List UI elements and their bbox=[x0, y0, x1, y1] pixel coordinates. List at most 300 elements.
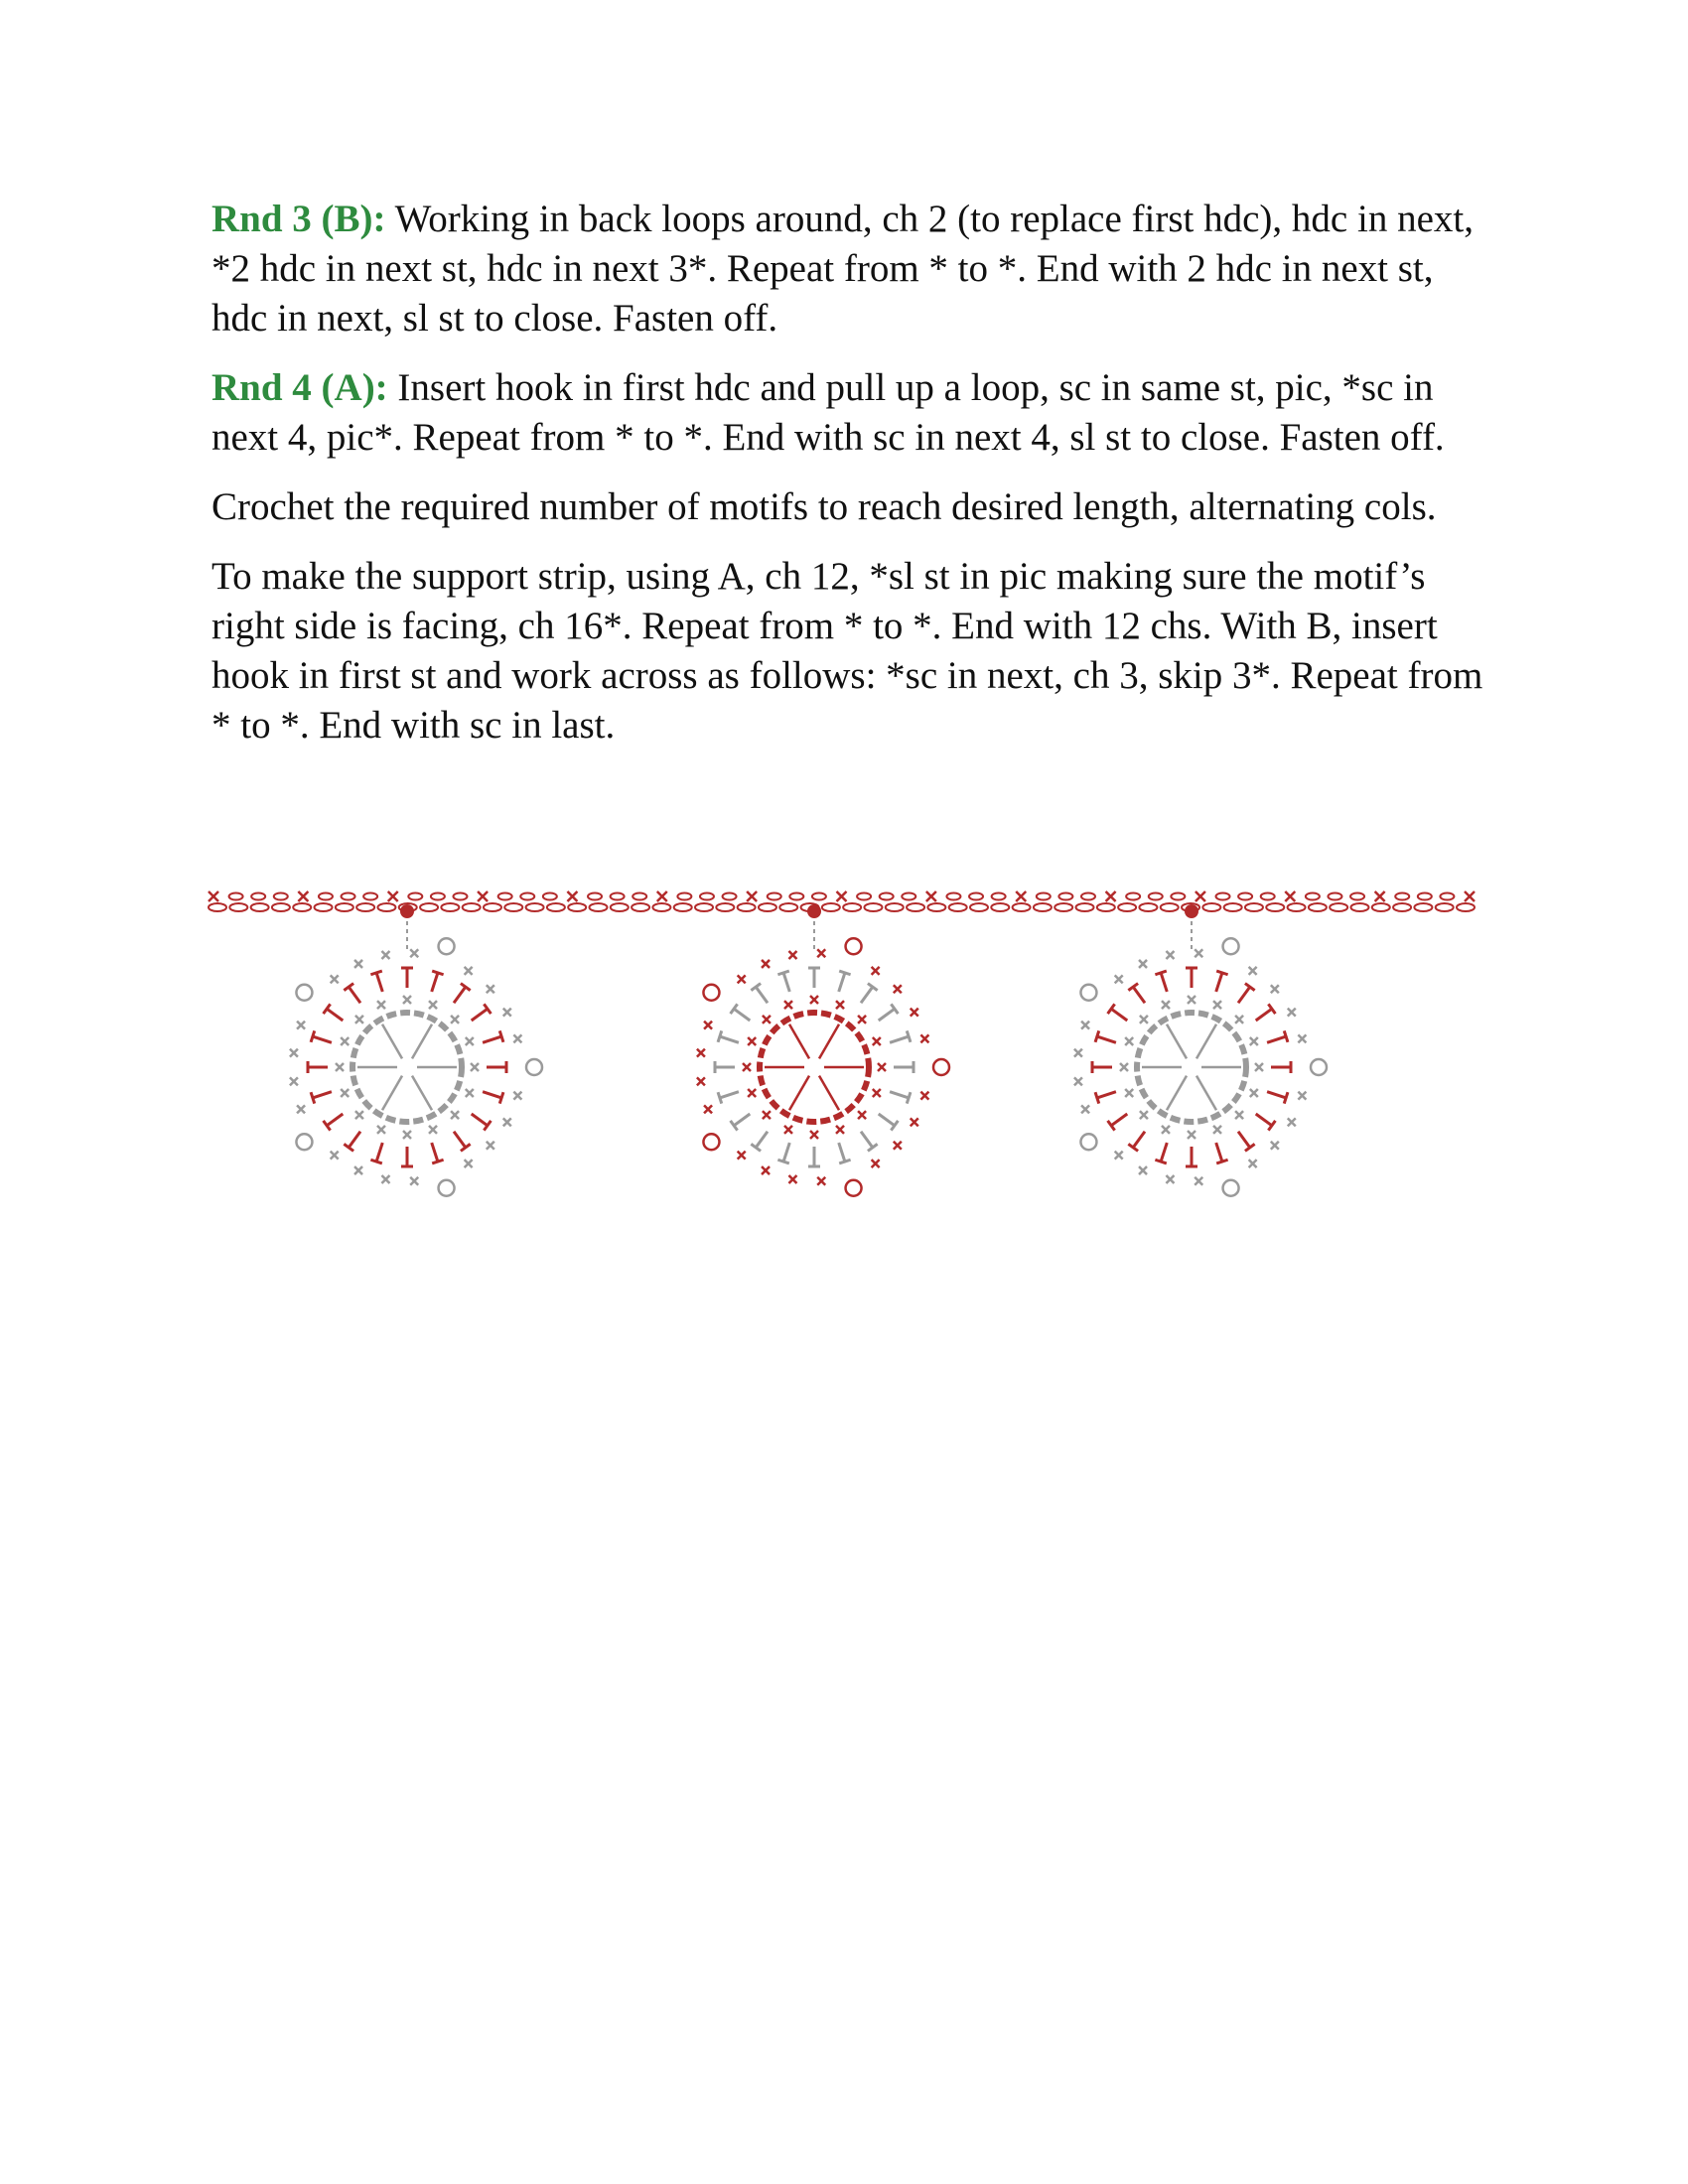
motif-sc-mark bbox=[743, 1063, 751, 1071]
strip-chain-stitch bbox=[1418, 893, 1432, 900]
strip-chain-stitch bbox=[272, 903, 290, 911]
motif-sc-mark bbox=[1125, 1089, 1133, 1097]
strip-chain-stitch bbox=[1149, 893, 1163, 900]
motif-edge-sc bbox=[1249, 967, 1257, 975]
paragraph-support-strip bbox=[211, 552, 1492, 751]
motif-sc-mark bbox=[403, 1131, 411, 1139]
strip-sc-mark bbox=[478, 891, 488, 901]
strip-chain-stitch bbox=[927, 903, 945, 911]
motif-hdc-mark bbox=[720, 1036, 739, 1042]
motif-edge-sc bbox=[1271, 1142, 1279, 1150]
motif-spoke bbox=[1167, 1076, 1187, 1111]
strip-chain-stitch bbox=[723, 893, 737, 900]
motif-hdc-mark bbox=[1256, 1009, 1272, 1021]
motif-picot bbox=[703, 985, 719, 1001]
motif-sc-mark bbox=[466, 1089, 474, 1097]
strip-chain-stitch bbox=[738, 903, 756, 911]
motif-sc-mark bbox=[878, 1063, 886, 1071]
motif-sc-mark bbox=[1255, 1063, 1263, 1071]
strip-chain-stitch bbox=[209, 903, 226, 911]
motif-edge-sc bbox=[1081, 1022, 1089, 1029]
motif-edge-sc bbox=[762, 960, 770, 968]
paragraph-rnd-4 bbox=[211, 363, 1492, 463]
motif-spoke bbox=[1196, 1076, 1216, 1111]
strip-chain-stitch bbox=[991, 903, 1009, 911]
motif-sc-mark bbox=[1213, 1126, 1221, 1134]
motif-sc-mark bbox=[1162, 1001, 1170, 1009]
motif-edge-sc bbox=[1271, 985, 1279, 993]
motif-edge-sc bbox=[1298, 1092, 1306, 1100]
strip-sc-mark bbox=[209, 891, 218, 901]
strip-chain-stitch bbox=[526, 903, 544, 911]
strip-chain-stitch bbox=[441, 903, 459, 911]
strip-chain-stitch bbox=[1261, 893, 1275, 900]
motif-hdc-mark bbox=[1267, 1092, 1286, 1098]
strip-chain-stitch bbox=[822, 903, 840, 911]
motif-hdc-mark bbox=[349, 1132, 360, 1148]
strip-chain-stitch bbox=[431, 893, 445, 900]
strip-sc-mark bbox=[926, 891, 936, 901]
strip-chain-stitch bbox=[864, 903, 882, 911]
motif-sc-mark bbox=[748, 1037, 756, 1045]
strip-chain-stitch bbox=[408, 893, 422, 900]
motif-join-dot bbox=[807, 904, 821, 918]
motif-hdc-mark bbox=[1133, 987, 1145, 1003]
motif-edge-sc bbox=[872, 1160, 880, 1167]
motif-edge-sc bbox=[1249, 1160, 1257, 1167]
strip-chain-stitch bbox=[1436, 903, 1454, 911]
motif-sc-mark bbox=[466, 1037, 474, 1045]
motif-edge-sc bbox=[331, 1152, 339, 1160]
strip-chain-stitch bbox=[1081, 893, 1095, 900]
motif-sc-mark bbox=[1235, 1016, 1243, 1024]
rnd-3-text: Working in back loops around, ch 2 (to replace first hdc), hdc in next, *2 hdc in next st, hdc in next 3*. Repeat from * to *. End with 2 hdc in next st, hdc in next, sl st to close. Fasten off. bbox=[211, 198, 1474, 340]
motif-spoke bbox=[789, 1024, 809, 1059]
motif-join-dot bbox=[1185, 904, 1198, 918]
strip-chain-stitch bbox=[1395, 893, 1409, 900]
motif-hdc-mark bbox=[1097, 1036, 1116, 1042]
motif-edge-sc bbox=[1115, 1152, 1123, 1160]
strip-chain-stitch bbox=[700, 893, 714, 900]
motif-hdc-mark bbox=[376, 973, 382, 992]
motif-hdc-mark bbox=[1161, 1143, 1167, 1161]
motif-hdc-mark bbox=[734, 1114, 750, 1126]
motif-edge-sc bbox=[1074, 1049, 1082, 1057]
motif-edge-sc bbox=[290, 1049, 298, 1057]
strip-chain-stitch bbox=[293, 903, 311, 911]
strip-sc-mark bbox=[1465, 891, 1475, 901]
strip-chain-stitch bbox=[1216, 893, 1230, 900]
strip-chain-stitch bbox=[363, 893, 377, 900]
motif-sc-mark bbox=[1250, 1037, 1258, 1045]
motif-sc-mark bbox=[341, 1037, 349, 1045]
motif-picot bbox=[296, 985, 312, 1001]
strip-chain-stitch bbox=[520, 893, 534, 900]
motif-sc-mark bbox=[1188, 1131, 1196, 1139]
motif-edge-sc bbox=[738, 1152, 746, 1160]
motif-sc-mark bbox=[403, 996, 411, 1004]
strip-chain-stitch bbox=[677, 893, 691, 900]
motif-hdc-mark bbox=[861, 1132, 873, 1148]
motif-edge-sc bbox=[297, 1022, 305, 1029]
motif-hdc-mark bbox=[861, 987, 873, 1003]
strip-chain-stitch bbox=[902, 893, 915, 900]
motif-hdc-mark bbox=[1161, 973, 1167, 992]
motif-edge-sc bbox=[788, 951, 796, 959]
motif-hdc-mark bbox=[432, 973, 438, 992]
strip-chain-stitch bbox=[319, 893, 333, 900]
motif-edge-sc bbox=[704, 1022, 712, 1029]
strip-chain-stitch bbox=[547, 903, 565, 911]
motif-hdc-mark bbox=[313, 1092, 332, 1098]
strip-chain-stitch bbox=[1288, 903, 1306, 911]
strip-chain-stitch bbox=[589, 903, 607, 911]
strip-chain-stitch bbox=[857, 893, 871, 900]
motif-edge-sc bbox=[1139, 960, 1147, 968]
strip-chain-stitch bbox=[843, 903, 861, 911]
motif-edge-sc bbox=[1166, 951, 1174, 959]
motif-edge-sc bbox=[920, 1034, 928, 1042]
motif-sc-mark bbox=[355, 1016, 363, 1024]
strip-chain-stitch bbox=[1393, 903, 1411, 911]
motif-picot bbox=[439, 938, 455, 954]
strip-chain-stitch bbox=[716, 903, 734, 911]
motif-edge-sc bbox=[503, 1118, 511, 1126]
motif-spoke bbox=[382, 1076, 402, 1111]
motif-sc-mark bbox=[836, 1126, 844, 1134]
motif-picot bbox=[526, 1059, 542, 1075]
strip-chain-stitch bbox=[886, 903, 904, 911]
motif-hdc-mark bbox=[1111, 1009, 1127, 1021]
strip-chain-stitch bbox=[611, 903, 629, 911]
strip-chain-stitch bbox=[611, 893, 625, 900]
motif-hdc-mark bbox=[839, 1143, 845, 1161]
motif-sc-mark bbox=[429, 1001, 437, 1009]
strip-chain-stitch bbox=[229, 903, 247, 911]
motif-1 bbox=[290, 904, 542, 1196]
motif-edge-sc bbox=[487, 985, 494, 993]
motif-hdc-mark bbox=[756, 1132, 768, 1148]
motif-spoke bbox=[819, 1024, 839, 1059]
strip-sc-mark bbox=[1285, 891, 1295, 901]
motif-edge-sc bbox=[513, 1034, 521, 1042]
strip-chain-stitch bbox=[484, 903, 501, 911]
motif-hdc-mark bbox=[327, 1114, 343, 1126]
motif-edge-sc bbox=[1195, 1177, 1202, 1185]
strip-chain-stitch bbox=[1245, 903, 1263, 911]
strip-chain-stitch bbox=[1126, 893, 1140, 900]
crochet-chart bbox=[199, 884, 1489, 1211]
motif-picot bbox=[1311, 1059, 1327, 1075]
strip-chain-stitch bbox=[1440, 893, 1454, 900]
strip-chain-stitch bbox=[336, 903, 353, 911]
motif-hdc-mark bbox=[483, 1092, 501, 1098]
rnd-4-text: Insert hook in first hdc and pull up a loop, sc in same st, pic, *sc in next 4, pic*. Repeat from * to *. End with sc in next 4, sl st to close. Fasten off. bbox=[211, 366, 1445, 459]
motif-hdc-mark bbox=[313, 1036, 332, 1042]
motif-edge-sc bbox=[354, 1166, 362, 1174]
motif-sc-mark bbox=[810, 1131, 818, 1139]
strip-chain-stitch bbox=[356, 903, 374, 911]
motif-hdc-mark bbox=[783, 973, 789, 992]
strip-chain-stitch bbox=[949, 903, 967, 911]
motif-sc-mark bbox=[1188, 996, 1196, 1004]
motif-edge-sc bbox=[354, 960, 362, 968]
motif-edge-sc bbox=[1074, 1077, 1082, 1085]
motif-picot bbox=[1080, 1134, 1096, 1150]
strip-sc-mark bbox=[567, 891, 577, 901]
strip-chain-stitch bbox=[880, 893, 894, 900]
motif-hdc-mark bbox=[472, 1009, 488, 1021]
motif-hdc-mark bbox=[756, 987, 768, 1003]
motif-sc-mark bbox=[1213, 1001, 1221, 1009]
strip-chain-stitch bbox=[789, 893, 803, 900]
motif-hdc-mark bbox=[783, 1143, 789, 1161]
motif-edge-sc bbox=[503, 1009, 511, 1017]
motif-sc-mark bbox=[1250, 1089, 1258, 1097]
strip-chain-stitch bbox=[632, 903, 649, 911]
motif-sc-mark bbox=[451, 1016, 459, 1024]
motif-sc-mark bbox=[763, 1111, 771, 1119]
strip-sc-mark bbox=[1375, 891, 1385, 901]
motif-picot bbox=[703, 1134, 719, 1150]
motif-hdc-mark bbox=[454, 1132, 466, 1148]
motif-spoke bbox=[819, 1076, 839, 1111]
strip-chain-stitch bbox=[420, 903, 438, 911]
motif-sc-mark bbox=[748, 1089, 756, 1097]
motif-sc-mark bbox=[858, 1111, 866, 1119]
strip-sc-mark bbox=[388, 891, 398, 901]
motif-edge-sc bbox=[704, 1105, 712, 1113]
strip-chain-stitch bbox=[274, 893, 288, 900]
strip-chain-stitch bbox=[1037, 893, 1051, 900]
support-strip bbox=[209, 891, 1475, 911]
crochet-chart-svg bbox=[199, 884, 1489, 1211]
strip-sc-mark bbox=[1106, 891, 1116, 901]
strip-chain-stitch bbox=[652, 903, 670, 911]
motif-sc-mark bbox=[784, 1126, 792, 1134]
motif-3 bbox=[1074, 904, 1327, 1196]
strip-chain-stitch bbox=[453, 893, 467, 900]
paragraph-motif-count bbox=[211, 482, 1492, 532]
strip-chain-stitch bbox=[1097, 903, 1115, 911]
strip-chain-stitch bbox=[768, 893, 781, 900]
motif-edge-sc bbox=[297, 1105, 305, 1113]
strip-chain-stitch bbox=[498, 893, 512, 900]
strip-chain-stitch bbox=[1224, 903, 1242, 911]
motif-spoke bbox=[412, 1076, 432, 1111]
motif-sc-mark bbox=[336, 1063, 344, 1071]
motif-sc-mark bbox=[873, 1037, 881, 1045]
motif-spoke bbox=[412, 1024, 432, 1059]
strip-chain-stitch bbox=[463, 903, 481, 911]
motif-picot bbox=[1080, 985, 1096, 1001]
strip-sc-mark bbox=[657, 891, 667, 901]
strip-chain-stitch bbox=[251, 903, 269, 911]
motif-2 bbox=[697, 904, 949, 1196]
strip-chain-stitch bbox=[779, 903, 797, 911]
strip-chain-stitch bbox=[315, 903, 333, 911]
motif-sc-mark bbox=[858, 1016, 866, 1024]
strip-sc-mark bbox=[747, 891, 757, 901]
strip-chain-stitch bbox=[759, 903, 776, 911]
strip-chain-stitch bbox=[1076, 903, 1094, 911]
motif-sc-mark bbox=[377, 1126, 385, 1134]
motif-sc-mark bbox=[355, 1111, 363, 1119]
strip-chain-stitch bbox=[1171, 893, 1185, 900]
motif-hdc-mark bbox=[483, 1036, 501, 1042]
motif-sc-mark bbox=[377, 1001, 385, 1009]
motif-edge-sc bbox=[1166, 1175, 1174, 1183]
motif-hdc-mark bbox=[349, 987, 360, 1003]
strip-chain-stitch bbox=[1306, 893, 1320, 900]
motif-edge-sc bbox=[1288, 1009, 1296, 1017]
motif-picot bbox=[846, 938, 862, 954]
motif-edge-sc bbox=[290, 1077, 298, 1085]
motif-hdc-mark bbox=[472, 1114, 488, 1126]
strip-chain-stitch bbox=[568, 903, 586, 911]
motif-edge-sc bbox=[872, 967, 880, 975]
strip-chain-stitch bbox=[1330, 903, 1347, 911]
motif-hdc-mark bbox=[1256, 1114, 1272, 1126]
motif-edge-sc bbox=[487, 1142, 494, 1150]
motif-join-dot bbox=[400, 904, 414, 918]
strip-chain-stitch bbox=[543, 893, 557, 900]
strip-chain-stitch bbox=[377, 903, 395, 911]
motif-sc-mark bbox=[1125, 1037, 1133, 1045]
motif-picot bbox=[1223, 938, 1239, 954]
page-body bbox=[211, 195, 1492, 770]
motif-edge-sc bbox=[465, 967, 473, 975]
strip-chain-stitch bbox=[229, 893, 243, 900]
motif-edge-sc bbox=[1298, 1034, 1306, 1042]
motif-sc-mark bbox=[1140, 1111, 1148, 1119]
motif-sc-mark bbox=[1120, 1063, 1128, 1071]
motif-hdc-mark bbox=[890, 1092, 909, 1098]
support-strip-text: To make the support strip, using A, ch 12, *sl st in pic making sure the motif’s right side is facing, ch 16*. Repeat from * to *. End with 12 chs. With B, insert hook in first st and work across as follows: *sc in next, ch 3, skip 3*. Repeat from * to *. End with sc in last. bbox=[211, 555, 1483, 747]
motif-spoke bbox=[1167, 1024, 1187, 1059]
motif-edge-sc bbox=[788, 1175, 796, 1183]
strip-chain-stitch bbox=[674, 903, 692, 911]
motif-edge-sc bbox=[1139, 1166, 1147, 1174]
strip-sc-mark bbox=[1196, 891, 1205, 901]
strip-chain-stitch bbox=[1202, 903, 1220, 911]
motif-edge-sc bbox=[738, 975, 746, 983]
motif-picot bbox=[439, 1180, 455, 1196]
strip-chain-stitch bbox=[1161, 903, 1179, 911]
strip-sc-mark bbox=[298, 891, 308, 901]
motif-sc-mark bbox=[1235, 1111, 1243, 1119]
motif-edge-sc bbox=[410, 949, 418, 957]
motif-sc-mark bbox=[1140, 1016, 1148, 1024]
motif-hdc-mark bbox=[879, 1114, 895, 1126]
motif-picot bbox=[1223, 1180, 1239, 1196]
strip-sc-mark bbox=[837, 891, 847, 901]
motif-hdc-mark bbox=[432, 1143, 438, 1161]
motif-hdc-mark bbox=[839, 973, 845, 992]
motif-sc-mark bbox=[1162, 1126, 1170, 1134]
motif-edge-sc bbox=[410, 1177, 418, 1185]
strip-chain-stitch bbox=[1350, 903, 1368, 911]
motif-hdc-mark bbox=[890, 1036, 909, 1042]
strip-chain-stitch bbox=[251, 893, 265, 900]
strip-chain-stitch bbox=[1034, 903, 1052, 911]
motif-edge-sc bbox=[911, 1009, 918, 1017]
motif-sc-mark bbox=[836, 1001, 844, 1009]
rnd-4-label: Rnd 4 (A): bbox=[211, 366, 388, 409]
strip-chain-stitch bbox=[1266, 903, 1284, 911]
motif-spoke bbox=[382, 1024, 402, 1059]
strip-chain-stitch bbox=[588, 893, 602, 900]
strip-chain-stitch bbox=[1013, 903, 1031, 911]
motif-spoke bbox=[789, 1076, 809, 1111]
motif-hdc-mark bbox=[720, 1092, 739, 1098]
motif-sc-mark bbox=[341, 1089, 349, 1097]
paragraph-rnd-3 bbox=[211, 195, 1492, 343]
motif-hdc-mark bbox=[1133, 1132, 1145, 1148]
strip-chain-stitch bbox=[633, 893, 646, 900]
motif-hdc-mark bbox=[1216, 1143, 1222, 1161]
motif-edge-sc bbox=[465, 1160, 473, 1167]
motif-picot bbox=[846, 1180, 862, 1196]
motif-hdc-mark bbox=[454, 987, 466, 1003]
strip-chain-stitch bbox=[1350, 893, 1364, 900]
motif-sc-mark bbox=[873, 1089, 881, 1097]
strip-chain-stitch bbox=[1414, 903, 1432, 911]
motif-hdc-mark bbox=[376, 1143, 382, 1161]
motif-edge-sc bbox=[894, 985, 902, 993]
strip-chain-stitch bbox=[1238, 893, 1252, 900]
motif-hdc-mark bbox=[1111, 1114, 1127, 1126]
motif-picot bbox=[933, 1059, 949, 1075]
strip-chain-stitch bbox=[1055, 903, 1072, 911]
motif-edge-sc bbox=[894, 1142, 902, 1150]
motif-sc-mark bbox=[471, 1063, 479, 1071]
motif-spoke bbox=[1196, 1024, 1216, 1059]
motif-sc-mark bbox=[451, 1111, 459, 1119]
strip-chain-stitch bbox=[1457, 903, 1475, 911]
motif-sc-mark bbox=[810, 996, 818, 1004]
strip-sc-mark bbox=[1016, 891, 1026, 901]
motif-count-text: Crochet the required number of motifs to reach desired length, alternating cols. bbox=[211, 485, 1437, 528]
strip-chain-stitch bbox=[1118, 903, 1136, 911]
motif-sc-mark bbox=[784, 1001, 792, 1009]
strip-chain-stitch bbox=[1309, 903, 1327, 911]
motif-edge-sc bbox=[381, 951, 389, 959]
strip-chain-stitch bbox=[812, 893, 826, 900]
motif-sc-mark bbox=[763, 1016, 771, 1024]
motif-hdc-mark bbox=[879, 1009, 895, 1021]
motif-edge-sc bbox=[1081, 1105, 1089, 1113]
strip-chain-stitch bbox=[504, 903, 522, 911]
strip-chain-stitch bbox=[1328, 893, 1341, 900]
strip-chain-stitch bbox=[969, 893, 983, 900]
motif-edge-sc bbox=[1195, 949, 1202, 957]
motif-hdc-mark bbox=[1216, 973, 1222, 992]
strip-chain-stitch bbox=[907, 903, 924, 911]
motif-hdc-mark bbox=[1238, 1132, 1250, 1148]
strip-chain-stitch bbox=[1372, 903, 1390, 911]
strip-chain-stitch bbox=[1058, 893, 1072, 900]
motif-edge-sc bbox=[817, 949, 825, 957]
motif-edge-sc bbox=[1288, 1118, 1296, 1126]
strip-chain-stitch bbox=[1139, 903, 1157, 911]
rnd-3-label: Rnd 3 (B): bbox=[211, 198, 386, 240]
motif-edge-sc bbox=[817, 1177, 825, 1185]
motif-picot bbox=[296, 1134, 312, 1150]
motif-edge-sc bbox=[920, 1092, 928, 1100]
motif-edge-sc bbox=[911, 1118, 918, 1126]
motif-edge-sc bbox=[331, 975, 339, 983]
